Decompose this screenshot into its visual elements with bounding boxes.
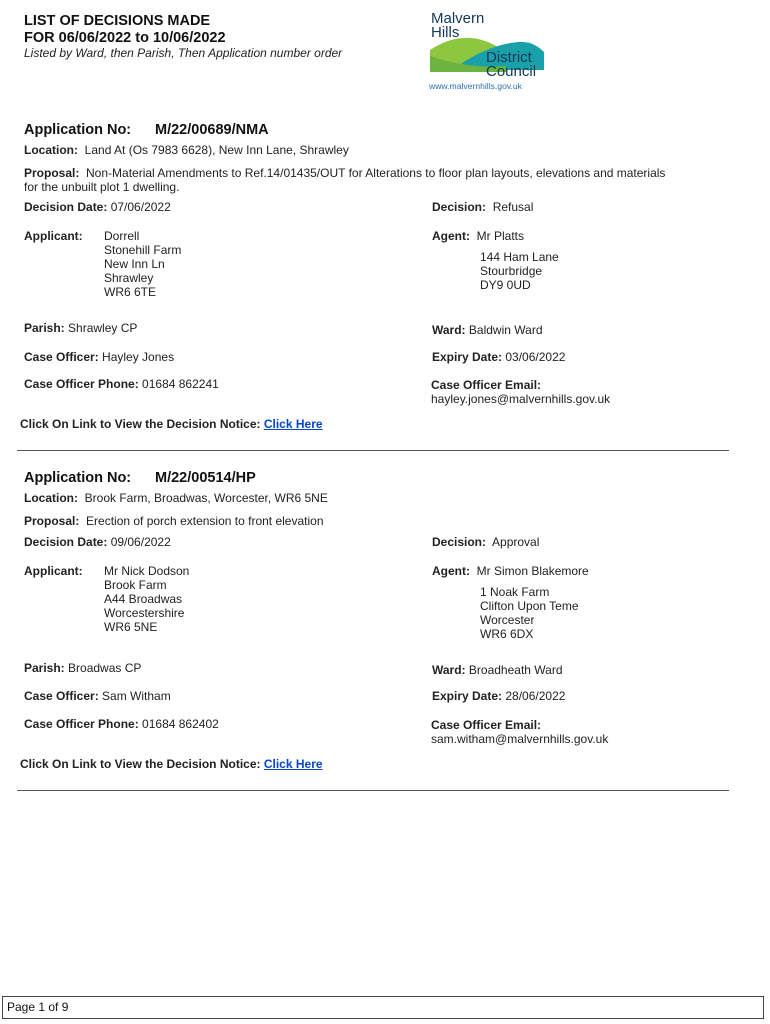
case-officer-email-label: Case Officer Email: [431, 718, 542, 732]
location-label: Location: [24, 143, 78, 157]
parish-label: Parish: [24, 661, 65, 675]
decision-notice-link[interactable]: Click Here [263, 417, 323, 431]
parish-label: Parish: [24, 321, 65, 335]
expiry-date-row [432, 689, 565, 703]
agent-address-line: DY9 0UD [480, 278, 531, 292]
section-divider [17, 450, 729, 451]
case-officer-phone-value: 01684 862241 [142, 377, 219, 391]
decision-row [432, 535, 539, 549]
decision-notice-prompt: Click On Link to View the Decision Notice: [20, 417, 261, 431]
applicant-address-line: Shrawley [104, 271, 154, 285]
parish-value: Broadwas CP [68, 661, 142, 675]
case-officer-value: Sam Witham [102, 689, 171, 703]
logo-word-district: District [486, 49, 532, 66]
decision-notice-row [20, 757, 323, 771]
agent-label: Agent: [432, 564, 470, 578]
ward-label: Ward: [432, 323, 466, 337]
application-number-label: Application No: [24, 470, 132, 486]
agent-address-line: Worcester [480, 613, 535, 627]
parish-value: Shrawley CP [68, 321, 138, 335]
applicant-label: Applicant: [24, 564, 83, 578]
applicant-address-line: New Inn Ln [104, 257, 165, 271]
decision-date-value: 07/06/2022 [110, 200, 171, 214]
agent-address [480, 250, 559, 292]
agent-row [432, 564, 589, 578]
logo-word-council: Council [486, 63, 537, 80]
case-officer-email-block [431, 378, 610, 406]
proposal-label: Proposal: [24, 514, 80, 528]
case-officer-value: Hayley Jones [102, 350, 175, 364]
decision-date-label: Decision Date: [24, 200, 108, 214]
decision-date-value: 09/06/2022 [110, 535, 171, 549]
logo-word-hills: Hills [431, 24, 460, 41]
location-row [24, 143, 349, 157]
agent-address-line: 144 Ham Lane [480, 250, 559, 264]
parish-row [24, 321, 137, 335]
case-officer-email-value: sam.witham@malvernhills.gov.uk [431, 732, 609, 746]
logo-word-malvern: Malvern [431, 10, 485, 27]
decision-date-row [24, 200, 171, 214]
case-officer-label: Case Officer: [24, 350, 99, 364]
case-officer-email-label: Case Officer Email: [431, 378, 542, 392]
ward-value: Baldwin Ward [468, 323, 543, 337]
logo-url: www.malvernhills.gov.uk [429, 81, 522, 91]
agent-address [480, 585, 579, 641]
applicant-address-line: Brook Farm [104, 578, 167, 592]
report-subtitle: Listed by Ward, then Parish, Then Application number order [24, 46, 343, 60]
expiry-date-row [432, 350, 565, 364]
decision-value: Approval [492, 535, 540, 549]
council-logo [428, 8, 548, 94]
case-officer-phone-value: 01684 862402 [142, 717, 219, 731]
location-value: Land At (Os 7983 6628), New Inn Lane, Shrawley [84, 143, 349, 157]
location-label: Location: [24, 491, 78, 505]
agent-name: Mr Simon Blakemore [476, 564, 589, 578]
proposal-row [24, 514, 734, 528]
agent-label: Agent: [432, 229, 470, 243]
applicant-block [104, 229, 181, 299]
decision-date-label: Decision Date: [24, 535, 108, 549]
agent-name: Mr Platts [476, 229, 525, 243]
proposal-row [24, 166, 734, 194]
location-value: Brook Farm, Broadwas, Worcester, WR6 5NE [84, 491, 328, 505]
expiry-date-label: Expiry Date: [432, 350, 503, 364]
ward-row [432, 323, 543, 337]
case-officer-phone-row [24, 717, 219, 731]
agent-address-line: Clifton Upon Teme [480, 599, 579, 613]
page-number: Page 1 of 9 [2, 996, 764, 1019]
applicant-address-line: WR6 5NE [104, 620, 158, 634]
applicant-name: Dorrell [104, 229, 140, 243]
applicant-address-line: WR6 6TE [104, 285, 157, 299]
expiry-date-label: Expiry Date: [432, 689, 503, 703]
decision-notice-prompt: Click On Link to View the Decision Notice: [20, 757, 261, 771]
applicant-address-line: Worcestershire [104, 606, 185, 620]
parish-row [24, 661, 141, 675]
decision-date-row [24, 535, 171, 549]
agent-address-line: 1 Noak Farm [480, 585, 550, 599]
decision-notice-row [20, 417, 323, 431]
case-officer-email-value: hayley.jones@malvernhills.gov.uk [431, 392, 611, 406]
ward-value: Broadheath Ward [468, 663, 563, 677]
case-officer-email-block [431, 718, 608, 746]
proposal-value: Erection of porch extension to front elevation [86, 514, 324, 528]
application-number: M/22/00689/NMA [155, 122, 269, 138]
report-date-range: FOR 06/06/2022 to 10/06/2022 [24, 30, 226, 46]
case-officer-row [24, 689, 171, 703]
decision-notice-link[interactable]: Click Here [263, 757, 323, 771]
applicant-name: Mr Nick Dodson [104, 564, 190, 578]
application-number: M/22/00514/HP [155, 470, 256, 486]
report-title: LIST OF DECISIONS MADE [24, 13, 211, 29]
expiry-date-value: 28/06/2022 [505, 689, 566, 703]
applicant-address-line: A44 Broadwas [104, 592, 183, 606]
proposal-value: Non-Material Amendments to Ref.14/01435/OUT for Alterations to floor plan layouts, elevations and materials [86, 166, 666, 180]
ward-label: Ward: [432, 663, 466, 677]
decision-value: Refusal [492, 200, 534, 214]
applicant-address-line: Stonehill Farm [104, 243, 182, 257]
decision-row [432, 200, 533, 214]
decision-label: Decision: [432, 200, 487, 214]
decision-label: Decision: [432, 535, 487, 549]
location-row [24, 491, 328, 505]
application-number-label: Application No: [24, 122, 132, 138]
proposal-label: Proposal: [24, 166, 80, 180]
ward-row [432, 663, 563, 677]
agent-row [432, 229, 524, 243]
case-officer-phone-label: Case Officer Phone: [24, 377, 139, 391]
case-officer-phone-label: Case Officer Phone: [24, 717, 139, 731]
applicant-block [104, 564, 189, 634]
expiry-date-value: 03/06/2022 [505, 350, 566, 364]
proposal-value-continued: for the unbuilt plot 1 dwelling. [24, 180, 180, 194]
agent-address-line: Stourbridge [480, 264, 543, 278]
case-officer-label: Case Officer: [24, 689, 99, 703]
case-officer-phone-row [24, 377, 219, 391]
case-officer-row [24, 350, 174, 364]
agent-address-line: WR6 6DX [480, 627, 534, 641]
section-divider [17, 790, 729, 791]
applicant-label: Applicant: [24, 229, 83, 243]
